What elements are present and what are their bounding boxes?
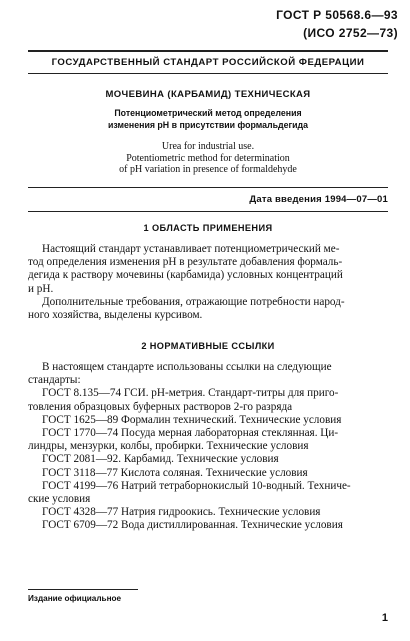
paragraph-line: стандарты: [28, 374, 81, 387]
section-1-heading: 1 ОБЛАСТЬ ПРИМЕНЕНИЯ [143, 223, 273, 233]
reference-line: ГОСТ 3118—77 Кислота соляная. Технические условия [42, 466, 308, 479]
standard-number-block [276, 6, 398, 42]
gost-number: ГОСТ Р 50568.6—93 [276, 8, 398, 22]
banner-top-rule [28, 50, 388, 52]
title-en-line-2: Potentiometric method for determination [126, 152, 290, 164]
reference-line: ГОСТ 8.135—74 ГСИ. pH-метрия. Стандарт-титры для приго- [42, 387, 339, 400]
paragraph-line: ного хозяйства, выделены курсивом. [28, 309, 203, 322]
paragraph-line: и pH. [28, 282, 54, 295]
state-standard-banner: ГОСУДАРСТВЕННЫЙ СТАНДАРТ РОССИЙСКОЙ ФЕДЕРАЦИИ [51, 57, 365, 68]
reference-line: ГОСТ 4328—77 Натрия гидроокись. Технические условия [42, 506, 321, 519]
title-ru: МОЧЕВИНА (КАРБАМИД) ТЕХНИЧЕСКАЯ [105, 89, 311, 100]
title-en-line-1: Urea for industrial use. [161, 141, 255, 152]
reference-line: ГОСТ 4199—76 Натрий тетраборнокислый 10-водный. Техниче- [42, 479, 351, 492]
banner-bottom-rule [28, 73, 388, 74]
paragraph-line: дегида к раствору мочевины (карбамида) условных концентраций [28, 269, 343, 282]
page-number: 1 [381, 612, 388, 624]
iso-number: (ИСО 2752—73) [303, 26, 398, 40]
reference-line: ГОСТ 1770—74 Посуда мерная лабораторная стеклянная. Ци- [42, 427, 339, 440]
reference-line: ские условия [28, 493, 91, 506]
title-en [28, 141, 388, 176]
section-2-body [28, 361, 386, 533]
reference-line: товления образцовых буферных растворов 2-го разряда [28, 400, 293, 413]
date-introduced: Дата введения 1994—07—01 [249, 194, 388, 205]
reference-line: ГОСТ 1625—89 Формалин технический. Технические условия [42, 413, 342, 426]
footer-rule [28, 589, 138, 590]
section-2-heading: 2 НОРМАТИВНЫЕ ССЫЛКИ [141, 341, 275, 351]
title-block [28, 88, 388, 176]
subtitle-ru-line-1: Потенциометрический метод определения [114, 108, 302, 118]
date-bottom-rule [28, 211, 388, 212]
official-edition-label: Издание официальное [28, 594, 122, 603]
paragraph-line: тод определения изменения pH в результате добавления формаль- [28, 256, 343, 269]
reference-line: ГОСТ 2081—92. Карбамид. Технические условия [42, 453, 279, 466]
title-en-line-3: of pH variation in presence of formaldehyde [119, 164, 297, 175]
reference-line: ГОСТ 6709—72 Вода дистиллированная. Технические условия [42, 519, 343, 532]
paragraph-line: В настоящем стандарте использованы ссылки на следующие [42, 361, 332, 373]
section-1-body [28, 243, 386, 322]
paragraph-line: Настоящий стандарт устанавливает потенциометрический ме- [42, 243, 340, 255]
subtitle-ru-line-2: изменения pH в присутствии формальдегида [107, 120, 309, 130]
paragraph-line: Дополнительные требования, отражающие потребности народ- [42, 295, 345, 308]
date-top-rule [28, 187, 388, 188]
reference-line: линдры, мензурки, колбы, пробирки. Технические условия [28, 440, 309, 453]
